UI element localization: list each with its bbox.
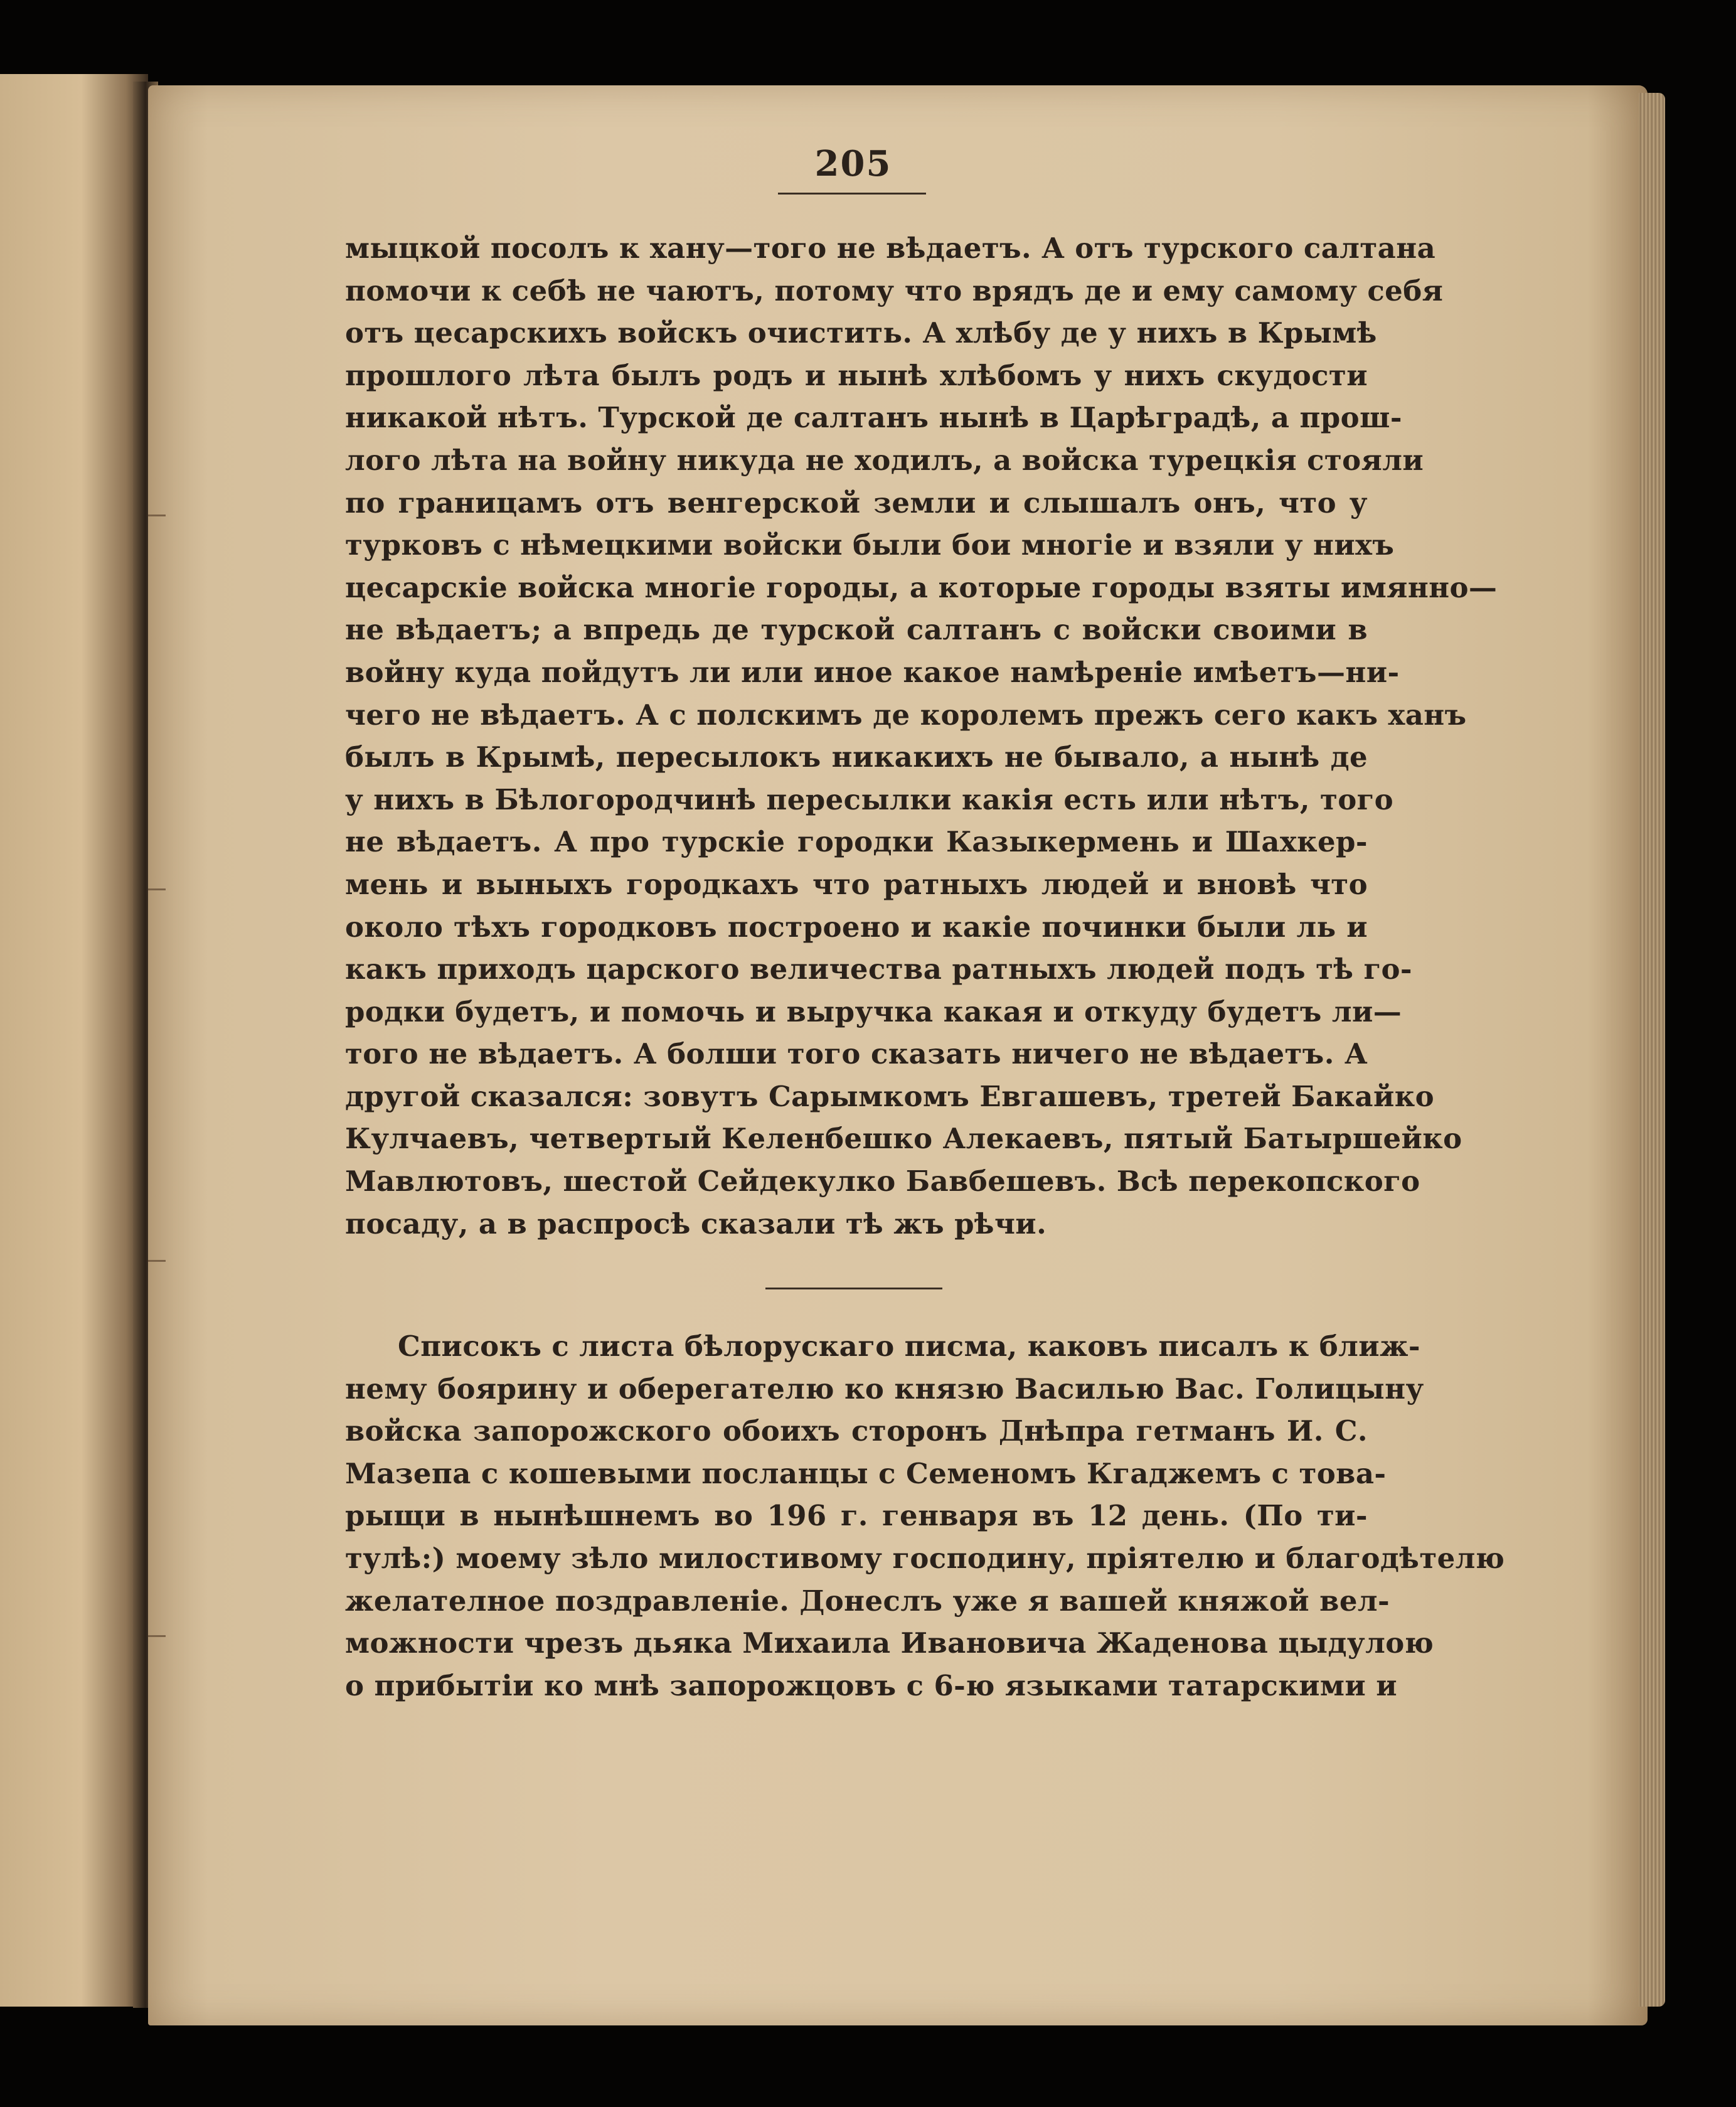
- text-line: Мазепа с кошевыми посланцы с Семеномъ Кгаджемъ с това-: [345, 1456, 1387, 1490]
- text-line: какъ приходъ царского величества ратныхъ людей подъ тѣ го-: [345, 952, 1413, 986]
- text-line: тулѣ:) моему зѣло милостивому господину, пріятелю и благодѣтелю: [345, 1541, 1505, 1575]
- text-line: мень и выныхъ городкахъ что ратныхъ людей и вновѣ что: [345, 867, 1368, 901]
- paragraph-1: [345, 227, 1498, 1245]
- page-number: 205: [814, 143, 892, 184]
- text-line: войну куда пойдутъ ли или иное какое намѣреніе имѣетъ—ни-: [345, 655, 1400, 689]
- text-line: другой сказался: зовутъ Сарымкомъ Евгашевъ, третей Бакайко: [345, 1079, 1435, 1113]
- binding-mark: [148, 888, 166, 890]
- text-line: мыцкой посолъ к хану—того не вѣдаетъ. А отъ турского салтана: [345, 232, 1436, 265]
- text-line: Кулчаевъ, четвертый Келенбешко Алекаевъ, пятый Батыршейко: [345, 1122, 1462, 1156]
- binding-mark: [148, 1260, 166, 1262]
- text-line: родки будетъ, и помочь и выручка какая и откуду будетъ ли—: [345, 995, 1402, 1028]
- text-line: около тѣхъ городковъ построено и какіе починки были ль и: [345, 910, 1368, 944]
- text-line: по границамъ отъ венгерской земли и слышалъ онъ, что у: [345, 486, 1368, 520]
- facing-page-edge: [0, 74, 148, 2007]
- text-line: того не вѣдаетъ. А болши того сказать ничего не вѣдаетъ. А: [345, 1037, 1368, 1071]
- text-line: прошлого лѣта былъ родъ и нынѣ хлѣбомъ у нихъ скудости: [345, 358, 1368, 392]
- text-line: войска запорожского обоихъ сторонъ Днѣпра гетманъ И. С.: [345, 1414, 1368, 1448]
- text-line: Мавлютовъ, шестой Сейдекулко Бавбешевъ. Всѣ перекопского: [345, 1165, 1420, 1198]
- binding-mark: [148, 1635, 166, 1637]
- text-line: у нихъ в Бѣлогородчинѣ пересылки какія есть или нѣтъ, того: [345, 782, 1394, 816]
- text-line: чего не вѣдаетъ. А с полскимъ де королемъ прежъ сего какъ ханъ: [345, 698, 1467, 732]
- text-line: былъ в Крымѣ, пересылокъ никакихъ не бывало, а нынѣ де: [345, 740, 1368, 774]
- text-line: о прибытіи ко мнѣ запорожцовъ с 6-ю языками татарскими и: [345, 1668, 1398, 1702]
- text-line: можности чрезъ дьяка Михаила Ивановича Жаденова цыдулою: [345, 1626, 1434, 1660]
- section-separator: [765, 1288, 942, 1289]
- text-line: отъ цесарскихъ войскъ очистить. А хлѣбу де у нихъ в Крымѣ: [345, 316, 1377, 350]
- page-stack-edge: [1639, 93, 1665, 2007]
- text-line: цесарскіе войска многіе городы, а которые городы взяты имянно—: [345, 570, 1498, 604]
- page-number-rule: [778, 193, 926, 195]
- text-line: лого лѣта на войну никуда не ходилъ, а войска турецкія стояли: [345, 443, 1424, 477]
- text-line: желателное поздравленіе. Донеслъ уже я вашей княжой вел-: [345, 1584, 1390, 1618]
- binding-mark: [148, 515, 166, 516]
- text-line: помочи к себѣ не чаютъ, потому что врядъ де и ему самому себя: [345, 274, 1444, 307]
- text-line: не вѣдаетъ; а впредь де турской салтанъ с войски своими в: [345, 613, 1368, 647]
- text-line: рыщи в нынѣшнемъ во 196 г. генваря въ 12 день. (По ти-: [345, 1499, 1368, 1533]
- paragraph-2: [345, 1325, 1505, 1707]
- text-line: никакой нѣтъ. Турской де салтанъ нынѣ в Царѣградѣ, а прош-: [345, 401, 1402, 435]
- text-line: не вѣдаетъ. А про турскіе городки Казыкермень и Шахкер-: [345, 825, 1368, 859]
- text-line: посаду, а в распросѣ сказали тѣ жъ рѣчи.: [345, 1207, 1047, 1240]
- text-line: турковъ с нѣмецкими войски были бои многіе и взяли у нихъ: [345, 528, 1395, 562]
- text-line: нему боярину и оберегателю ко князю Василью Вас. Голицыну: [345, 1372, 1424, 1406]
- text-line: Списокъ с листа бѣлорускаго писма, каковъ писалъ к ближ-: [398, 1330, 1420, 1363]
